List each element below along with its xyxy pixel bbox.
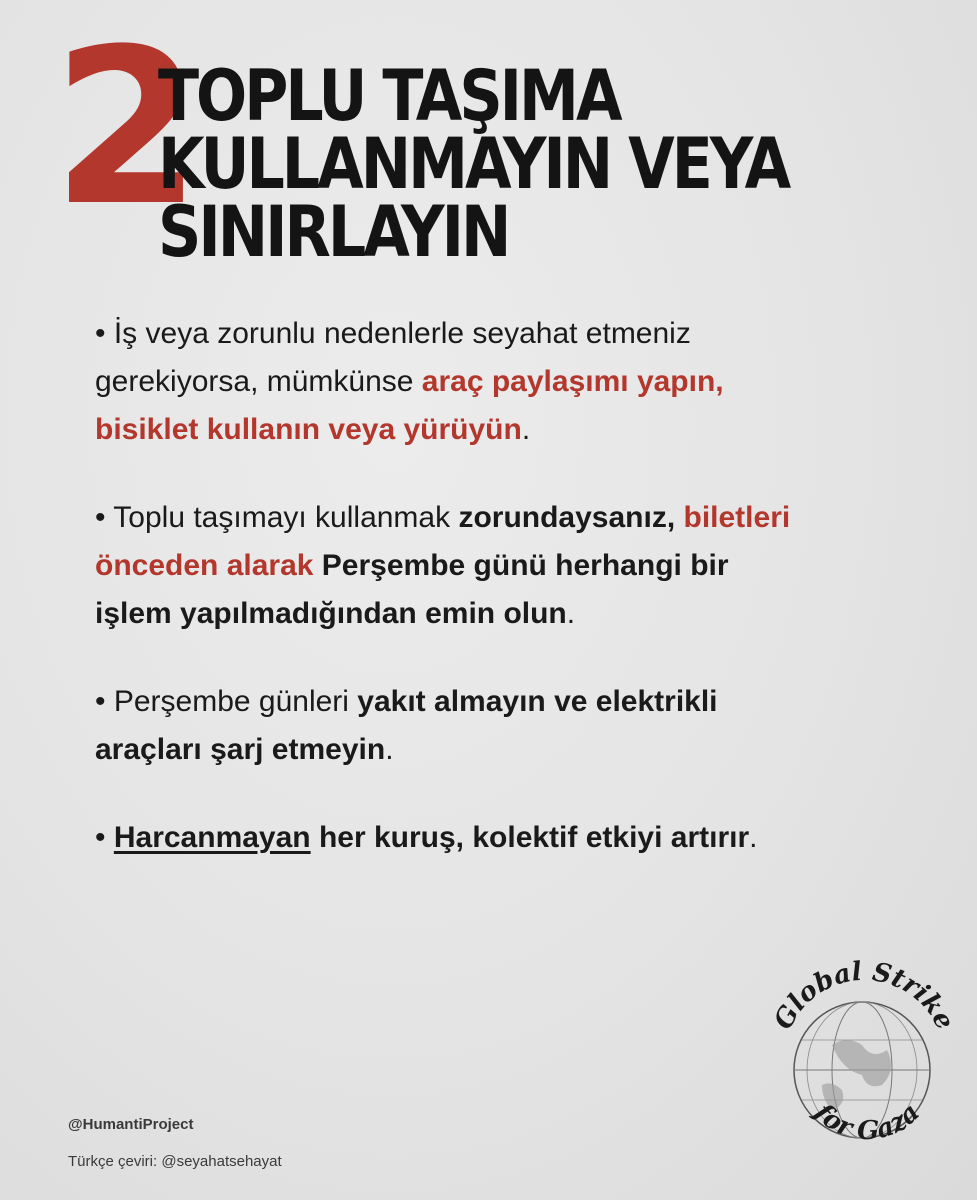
bullet-segment: .: [566, 597, 576, 630]
bullet-line: [95, 678, 945, 726]
bullet-segment: önceden alarak: [95, 549, 322, 582]
bullet-segment: araçları şarj etmeyin: [95, 733, 386, 766]
global-strike-logo: [762, 945, 962, 1165]
bullet-segment: yakıt almayın ve elektrikli: [357, 685, 718, 718]
bullet-segment: Perşembe günü herhangi bir: [321, 549, 729, 582]
headline-line-3: SINIRLAYIN: [158, 191, 509, 273]
bullet-line: [95, 814, 945, 862]
bullet-item: [95, 814, 945, 862]
bullet-segment: • Perşembe günleri: [95, 685, 358, 718]
bullet-segment: araç paylaşımı yapın,: [421, 365, 724, 398]
bullet-item: [95, 494, 945, 638]
logo-top-text: Global Strike: [768, 956, 960, 1035]
footer-handle: @HumantiProject: [68, 1116, 194, 1133]
bullet-line: [95, 310, 945, 358]
headline-line-2: KULLANMAYIN VEYA: [158, 123, 789, 205]
bullet-segment: .: [385, 733, 394, 766]
bullet-segment: gerekiyorsa, mümkünse: [95, 365, 422, 398]
bullet-line: [95, 542, 945, 590]
bullet-segment: işlem yapılmadığından emin olun: [95, 597, 567, 630]
logo-bottom-text: for Gaza: [808, 1097, 926, 1147]
step-number: 2: [52, 2, 196, 253]
bullet-line: [95, 358, 945, 406]
headline: [158, 55, 789, 273]
footer-credit: Türkçe çeviri: @seyahatsehayat: [68, 1153, 282, 1170]
bullet-line: [95, 726, 945, 774]
bullet-line: [95, 406, 945, 454]
bullet-segment: bisiklet kullanın veya yürüyün: [95, 413, 522, 446]
bullet-segment: .: [521, 413, 531, 446]
bullet-line: [95, 590, 945, 638]
bullet-segment: .: [749, 821, 758, 854]
bullet-segment: • Toplu taşımayı kullanmak: [95, 501, 459, 534]
headline-line-1: TOPLU TAŞIMA: [158, 55, 620, 137]
bullet-segment: Harcanmayan: [113, 821, 311, 854]
bullet-segment: •: [95, 821, 114, 854]
bullet-segment: zorundaysanız,: [458, 501, 684, 534]
bullet-item: [95, 310, 945, 454]
bullet-list: [95, 310, 945, 902]
bullet-item: [95, 678, 945, 774]
bullet-segment: biletleri: [683, 501, 791, 534]
bullet-line: [95, 494, 945, 542]
bullet-segment: her kuruş, kolektif etkiyi artırır: [310, 821, 750, 854]
bullet-segment: • İş veya zorunlu nedenlerle seyahat etmeniz: [95, 317, 691, 350]
